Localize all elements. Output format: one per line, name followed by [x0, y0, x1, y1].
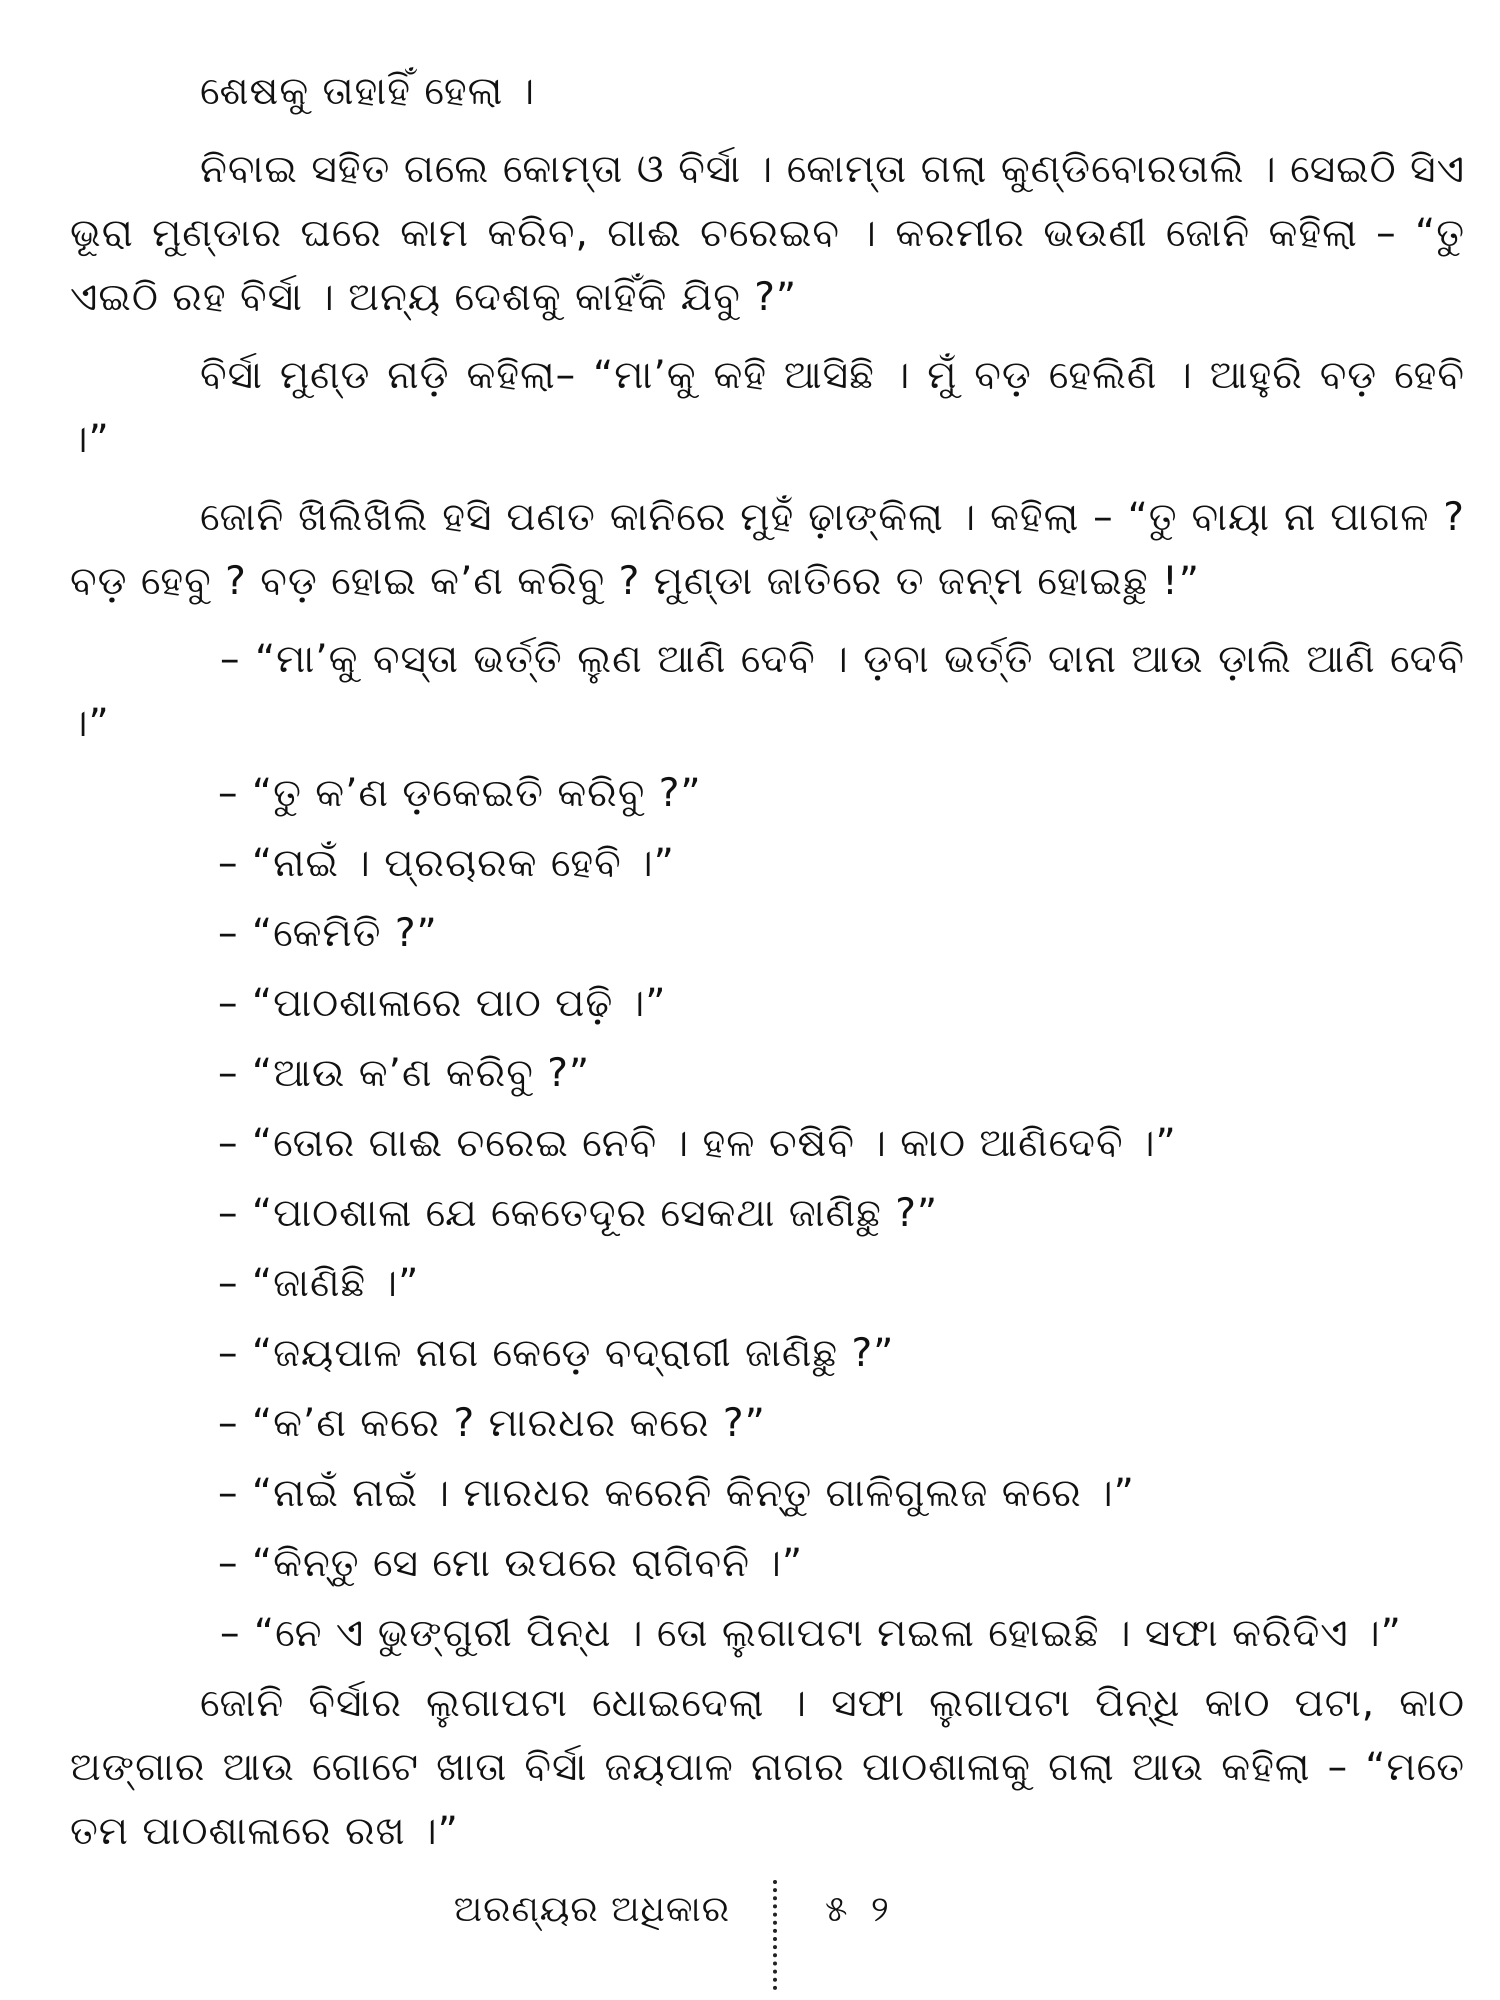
dialogue-line-8: – “ପାଠଶାଳା ଯେ କେତେଦୂର ସେକଥା ଜାଣିଛୁ ?” — [218, 1191, 939, 1236]
paragraph-3: ବିର୍ସା ମୁଣ୍ଡ ନାଡ଼ି କହିଲା– “ମା’କୁ କହି ଆସିଛି । ମୁଁ ବଡ଼ ହେଲିଣି । ଆହୁରି ବଡ଼ ହେବି ।” — [70, 353, 1465, 462]
body-text — [70, 60, 1465, 1878]
page-number: ୫ ୨ — [825, 1889, 895, 1930]
footer-divider — [773, 1880, 777, 1990]
dialogue-line-12: – “ନାଇଁ ନାଇଁ । ମାରଧର କରେନି କିନ୍ତୁ ଗାଳିଗୁଲଜ କରେ ।” — [218, 1471, 1135, 1516]
book-title: ଅରଣ୍ୟର ଅଧିକାର — [453, 1889, 730, 1930]
dialogue-line-14: – “ନେ ଏ ଭୁଙ୍ଗୁରୀ ପିନ୍ଧ । ତୋ ଲୁଗାପଟା ମଇଳା ହୋଇଛି । ସଫା କରିଦିଏ ।” — [220, 1611, 1402, 1656]
dialogue-line-4: – “କେମିତି ?” — [218, 911, 438, 956]
dialogue-line-5: – “ପାଠଶାଳାରେ ପାଠ ପଢ଼ି ।” — [218, 981, 667, 1026]
dialogue-line-13: – “କିନ୍ତୁ ସେ ମୋ ଉପରେ ରାଗିବନି ।” — [218, 1541, 804, 1586]
page-footer — [0, 1880, 1500, 1990]
dialogue-line-9: – “ଜାଣିଛି ।” — [218, 1261, 420, 1306]
paragraph-2: ନିବାଇ ସହିତ ଗଲେ କୋମ୍‌ତା ଓ ବିର୍ସା । କୋମ୍‌ତା ଗଲା କୁଣ୍ଡିବୋରତାଲି । ସେଇଠି ସିଏ ଭୂରା ମୁଣ୍ଡାର ଘରେ କାମ କରିବ, ଗାଈ ଚରେଇବ । କରମୀର ଭଉଣୀ ଜୋନି କହିଲା – “ତୁ ଏଇଠି ରହ ବିର୍ସା । ଅନ୍ୟ ଦେଶକୁ କାହିଁକି ଯିବୁ ?” — [70, 147, 1465, 320]
dialogue-line-2: – “ତୁ କ’ଣ ଡ଼କେଇତି କରିବୁ ?” — [218, 771, 702, 816]
dialogue-line-1: – “ମା’କୁ ବସ୍ତା ଭର୍ତ୍ତି ଲୁଣ ଆଣି ଦେବି । ଡ଼ବା ଭର୍ତ୍ତି ଦାନା ଆଉ ଡ଼ାଲି ଆଣି ଦେବି ।” — [70, 637, 1465, 746]
dialogue-line-3: – “ନାଇଁ । ପ୍ରଚାରକ ହେବି ।” — [218, 841, 675, 886]
dialogue-line-7: – “ତୋର ଗାଈ ଚରେଇ ନେବି । ହଳ ଚଷିବି । କାଠ ଆଣିଦେବି ।” — [218, 1121, 1177, 1166]
dialogue-line-6: – “ଆଉ କ’ଣ କରିବୁ ?” — [218, 1051, 591, 1096]
paragraph-5: ଜୋନି ବିର୍ସାର ଲୁଗାପଟା ଧୋଇଦେଲା । ସଫା ଲୁଗାପଟା ପିନ୍ଧି କାଠ ପଟା, କାଠ ଅଙ୍ଗାର ଆଉ ଗୋଟେ ଖାତା ବିର୍ସା ଜୟପାଳ ନାଗର ପାଠଶାଳାକୁ ଗଲା ଆଉ କହିଲା – “ମତେ ତମ ପାଠଶାଳାରେ ରଖ ।” — [70, 1681, 1465, 1854]
dialogue-line-10: – “ଜୟପାଳ ନାଗ କେଡ଼େ ବଦ୍‌ରାଗୀ ଜାଣିଛୁ ?” — [218, 1331, 895, 1376]
paragraph-1: ଶେଷକୁ ତାହାହିଁ ହେଲା । — [200, 69, 536, 114]
paragraph-4: ଜୋନି ଖିଲିଖିଲି ହସି ପଣତ କାନିରେ ମୁହଁ ଢ଼ାଙ୍କିଲା । କହିଲା – “ତୁ ବାୟା ନା ପାଗଳ ? ବଡ଼ ହେବୁ ? ବଡ଼ ହୋଇ କ’ଣ କରିବୁ ? ମୁଣ୍ଡା ଜାତିରେ ତ ଜନ୍ମ ହୋଇଛୁ !” — [70, 495, 1465, 604]
dialogue-line-11: – “କ’ଣ କରେ ? ମାରଧର କରେ ?” — [218, 1401, 766, 1446]
